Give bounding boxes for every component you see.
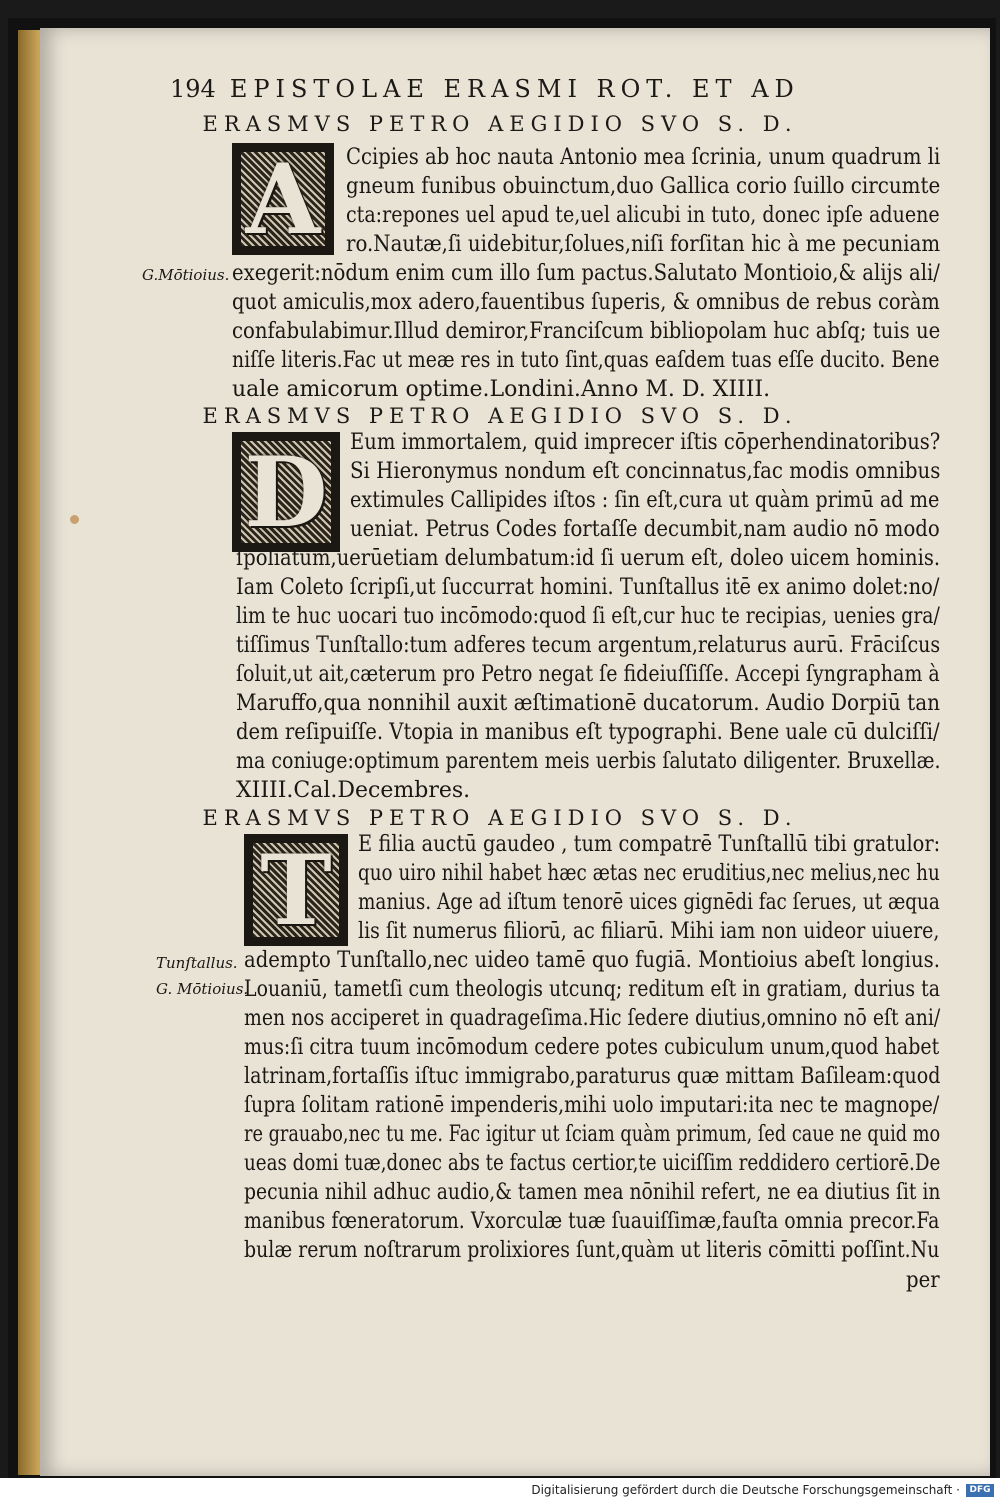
text-line: extimules Callipides iſtos : ſin eſt,cura ut quàm primū ad me xyxy=(350,488,940,513)
margin-note: G. Mōtioius. xyxy=(156,980,249,998)
text-line: ſoluit,ut ait,cæterum pro Petro negat ſe fideiuſſiſſe. Accepi ſyngrapham à xyxy=(236,662,940,687)
letter-heading: ERASMVS PETRO AEGIDIO SVO S. D. xyxy=(202,112,798,136)
page-number: 194 xyxy=(170,75,216,103)
text-line: ſupra ſolitam rationē impenderis,mihi uolo imputari:ita nec te magnope/ xyxy=(244,1093,940,1118)
decorated-initial: A xyxy=(232,143,334,255)
text-line: pecunia nihil adhuc audio,& tamen mea nōnihil refert, ne ea diutius ſit in xyxy=(244,1180,941,1205)
text-line: manibus fœneratorum. Vxorculæ tuæ ſuauiſſimæ,fauſta omnia precor.Fa xyxy=(244,1209,940,1234)
text-line: confabulabimur.Illud demiror,Franciſcum bibliopolam huc abſq; tuis ue xyxy=(232,319,941,344)
text-line: lis ſit numerus filiorū, ac filiarū. Mihi iam non uideor uiuere, xyxy=(358,919,940,944)
text-line: latrinam,fortaſſis iſtuc immigrabo,paraturus quæ mittam Baſileam:quod xyxy=(244,1064,941,1089)
text-line: dem reſipuiſſe. Vtopia in manibus eſt typographi. Bene uale cū dulciſſi/ xyxy=(236,720,940,745)
text-line: Si Hieronymus nondum eſt concinnatus,fac modis omnibus xyxy=(350,459,941,484)
text-line: XIIII.Cal.Decembres. xyxy=(236,778,471,803)
text-line: Iam Coleto ſcripſi,ut ſuccurrat homini. Tunſtallus itē ex animo dolet:no/ xyxy=(236,575,940,600)
text-line: Ccipies ab hoc nauta Antonio mea ſcrinia, unum quadrum li xyxy=(346,145,941,170)
text-line: bulæ rerum noſtrarum prolixiores ſunt,quàm ut literis cōmitti poſſint.Nu xyxy=(244,1238,940,1263)
text-line: Maruffo,qua nonnihil auxit æſtimationē ducatorum. Audio Dorpiū tan xyxy=(236,691,941,716)
paper-stain xyxy=(70,515,79,524)
text-line: lim te huc uocari tuo incōmodo:quod ſi eſt,cur huc te recipias, uenies gra/ xyxy=(236,604,940,629)
decorated-initial: D xyxy=(232,432,340,552)
text-line: quo uiro nihil habet hæc ætas nec eruditius,nec melius,nec hu xyxy=(358,861,940,886)
decorated-initial: T xyxy=(244,834,348,946)
text-line: adempto Tunſtallo,nec uideo tamē quo fugiā. Montioius abeſt longius. xyxy=(244,948,940,973)
margin-note: G.Mōtioius. xyxy=(142,266,230,284)
dfg-logo-icon: DFG xyxy=(966,1484,994,1497)
text-line: tiſſimus Tunſtallo:tum adferes tecum argentum,relaturus aurū. Frāciſcus xyxy=(236,633,941,658)
text-line: mus:ſi citra tuum incōmodum cedere potes cubiculum unum,quod habet xyxy=(244,1035,940,1060)
text-line: men nos acciperet in quadrageſima.Hic ſedere diutius,omnino nō eſt ani/ xyxy=(244,1006,941,1031)
text-line: Louaniū, tametſi cum theologis utcunq; reditum eſt in gratiam, durius ta xyxy=(244,977,940,1002)
running-head xyxy=(170,75,930,103)
text-line: manius. Age ad iſtum tenorē uices gignēdi fac ſerues, ut æqua xyxy=(358,890,940,915)
text-line: ueniat. Petrus Codes fortaſſe decumbit,nam audio nō modo xyxy=(350,517,940,542)
text-line: uale amicorum optime.Londini.Anno M. D. XIIII. xyxy=(232,377,771,402)
footer-bar xyxy=(0,1478,1000,1503)
catchword: per xyxy=(906,1268,940,1293)
text-line: gneum funibus obuinctum,duo Gallica corio ſuillo circumte xyxy=(346,174,941,199)
running-title: EPISTOLAE ERASMI ROT. ET AD xyxy=(229,75,800,103)
footer-credit: Digitalisierung gefördert durch die Deutsche Forschungsgemeinschaft · xyxy=(531,1483,960,1497)
text-line: exegerit:nōdum enim cum illo ſum pactus.Salutato Montioio,& alijs ali/ xyxy=(232,261,940,286)
text-line: ma coniuge:optimum parentem meis uerbis ſalutato diligenter. Bruxellæ. xyxy=(236,749,941,774)
text-line: cta:repones uel apud te,uel alicubi in tuto, donec ipſe aduene xyxy=(346,203,940,228)
text-line: re grauabo,nec tu me. Fac igitur ut ſciam quàm primum, ſed caue ne quid mo xyxy=(244,1122,941,1147)
text-line: E filia auctū gaudeo , tum compatrē Tunſtallū tibi gratulor: xyxy=(358,832,941,857)
text-line: niſſe literis.Fac ut meæ res in tuto ſint,quas eaſdem tuas eſſe ducito. Bene xyxy=(232,348,940,373)
text-line: ueas domi tuæ,donec abs te factus certior,te uiciſſim reddidero certiorē.De xyxy=(244,1151,941,1176)
margin-note: Tunſtallus. xyxy=(156,954,238,972)
text-line: ro.Nautæ,ſi uidebitur,ſolues,niſi forſitan hic à me pecuniam xyxy=(346,232,941,257)
text-line: Eum immortalem, quid imprecer iſtis cōperhendinatoribus? xyxy=(350,430,941,455)
letter-heading: ERASMVS PETRO AEGIDIO SVO S. D. xyxy=(202,806,798,830)
text-line: ſpoliatum,uerūetiam delumbatum:id ſi uerum eſt, doleo uicem hominis. xyxy=(236,546,941,571)
text-line: quot amiculis,mox adero,fauentibus ſuperis, & omnibus de rebus coràm xyxy=(232,290,940,315)
letter-heading: ERASMVS PETRO AEGIDIO SVO S. D. xyxy=(202,404,798,428)
